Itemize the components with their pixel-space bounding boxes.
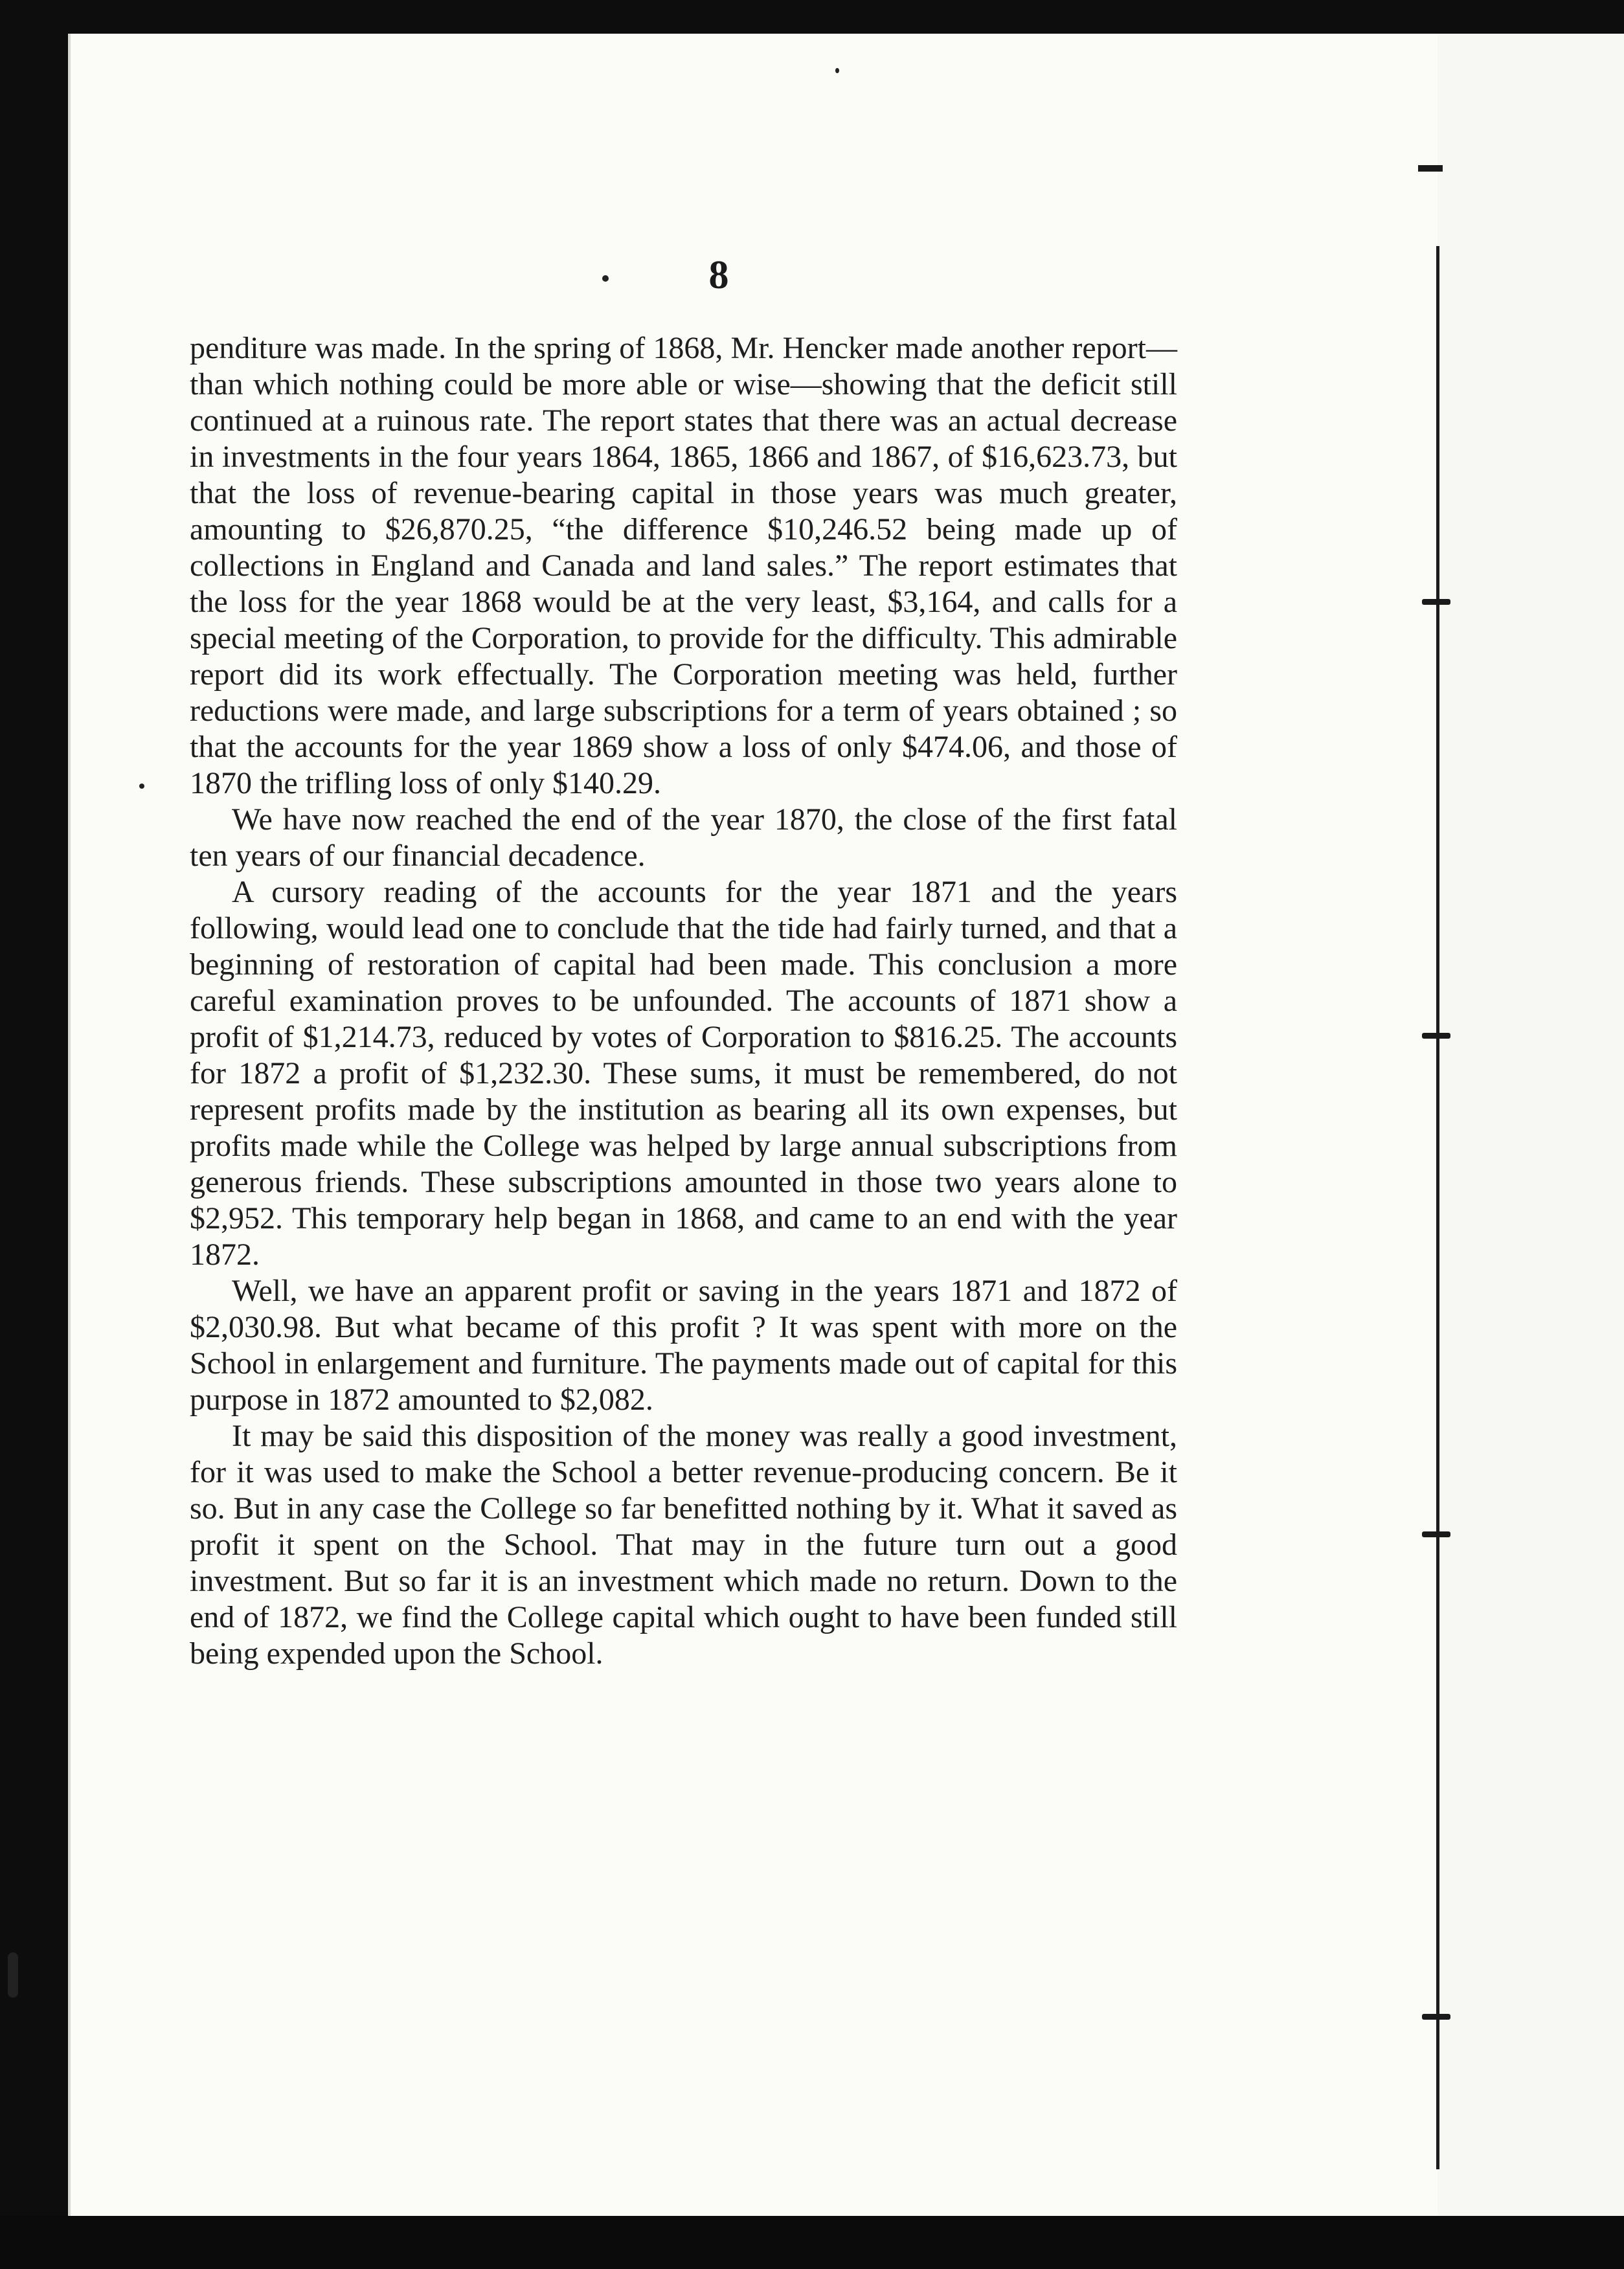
page-number: 8: [708, 253, 729, 297]
paragraph: It may be said this disposition of the money was really a good investment, for it was used to make the School a better revenue-producing concern. Be it so. But in any case the College so far benefitted nothing by it. What it saved as profit it spent on the School. That may in the future turn out a good investment. But so far it is an investment which made no return. Down to the end of 1872, we find the College capital which ought to have been funded still being expended upon the School.: [190, 1419, 1177, 1671]
body-text: [190, 330, 1177, 1672]
paragraph: A cursory reading of the accounts for the year 1871 and the years following, would lead one to conclude that the tide had fairly turned, and that a beginning of restoration of capital had been made. This conclusion a more careful examination proves to be unfounded. The accounts of 1871 show a profit of $1,214.73, reduced by votes of Corporation to $816.25. The accounts for 1872 a profit of $1,232.30. These sums, it must be remembered, do not represent profits made by the institution as bearing all its own expenses, but profits made while the College was helped by large annual subscriptions from generous friends. These subscriptions amounted in those two years alone to $2,952. This temporary help began in 1868, and came to an end with the year 1872.: [190, 875, 1177, 1272]
binding-notch: [1422, 2014, 1450, 2020]
scan-speck: [139, 784, 144, 789]
binding-strip: [1438, 34, 1624, 2216]
paragraph: penditure was made. In the spring of 1868, Mr. Hencker made another report—than which nothing could be more able or wise—showing that the deficit still continued at a ruinous rate. The report states that there was an actual decrease in investments in the four years 1864, 1865, 1866 and 1867, of $16,623.73, but that the loss of revenue-bearing capital in those years was much greater, amounting to $26,870.25, “the difference $10,246.52 being made up of collections in England and Canada and land sales.” The report estimates that the loss for the year 1868 would be at the very least, $3,164, and calls for a special meeting of the Corporation, to provide for the difficulty. This admirable report did its work effectually. The Corporation meeting was held, further reductions were made, and large subscriptions for a term of years obtained ; so that the accounts for the year 1869 show a loss of only $474.06, and those of 1870 the trifling loss of only $140.29.: [190, 331, 1177, 800]
paragraph: We have now reached the end of the year 1870, the close of the first fatal ten years of our financial decadence.: [190, 802, 1177, 873]
paragraph: Well, we have an apparent profit or saving in the years 1871 and 1872 of $2,030.98. But what became of this profit ? It was spent with more on the School in enlargement and furniture. The payments made out of capital for this purpose in 1872 amounted to $2,082.: [190, 1274, 1177, 1417]
binding-line: [1436, 246, 1439, 2169]
scan-speck: [835, 68, 839, 73]
scan-speck: [8, 1952, 18, 1998]
binding-notch: [1418, 165, 1443, 172]
scan-bottom-edge: [0, 2216, 1624, 2269]
binding-notch: [1422, 599, 1450, 605]
binding-notch: [1422, 1531, 1450, 1537]
binding-notch: [1422, 1033, 1450, 1039]
